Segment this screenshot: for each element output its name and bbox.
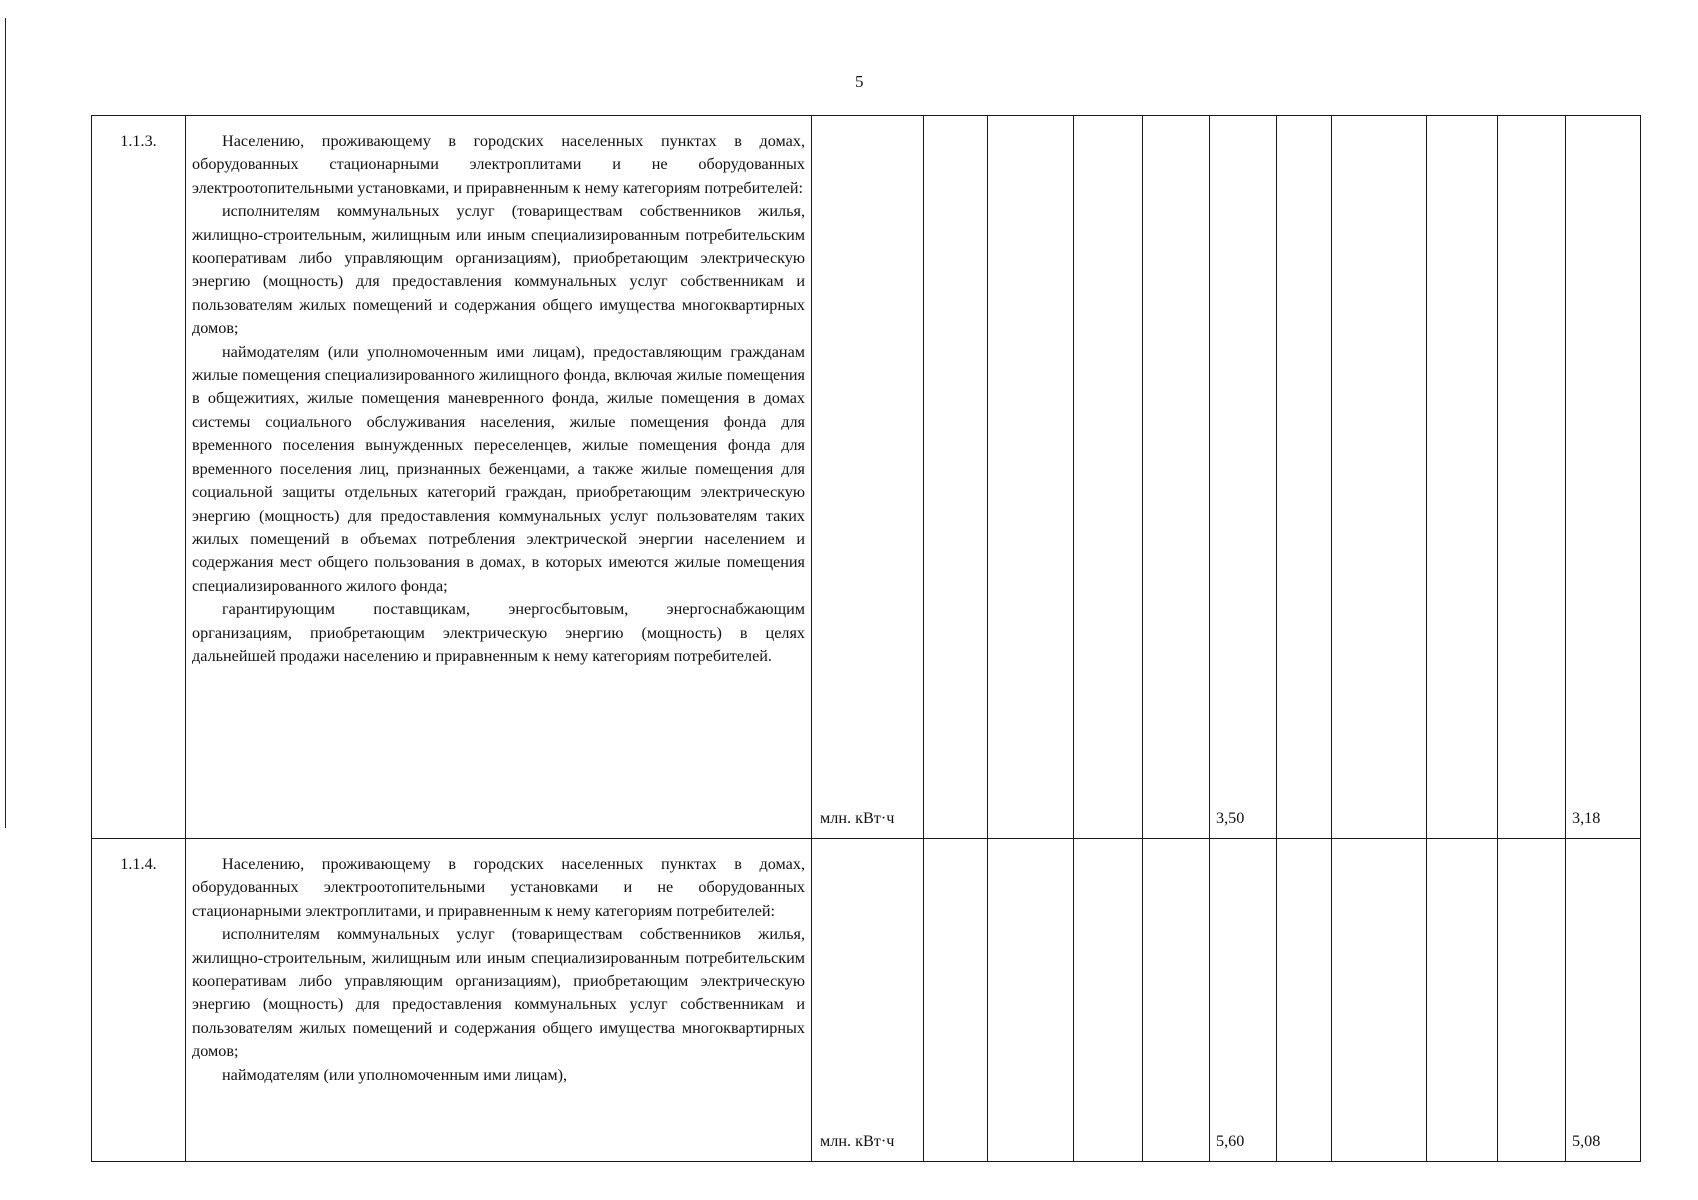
scan-margin-line	[5, 18, 6, 828]
description-paragraph: гарантирующим поставщикам, энергосбытовым, энергоснабжающим организациям, приобретающим электрическую энергию (мощность) в целях дальнейшей продажи населению и приравненным к нему категориям потребителей.	[192, 600, 805, 665]
value-cell	[1332, 116, 1427, 839]
value-cell	[1074, 116, 1143, 839]
row-description	[186, 839, 812, 1162]
table-row	[92, 116, 1641, 839]
value-cell	[1143, 116, 1210, 839]
row-code: 1.1.4.	[92, 839, 186, 1162]
value-cell	[1277, 116, 1332, 839]
value-cell	[924, 116, 988, 839]
description-paragraph: наймодателям (или уполномоченным ими лицам), предоставляющим гражданам жилые помещения специализированного жилищного фонда, включая жилые помещения в общежитиях, жилые помещения маневренного фонда, жилые помещения в домах системы социального обслуживания населения, жилые помещения фонда для временного поселения вынужденных переселенцев, жилые помещения фонда для временного поселения лиц, признанных беженцами, а также жилые помещения для социальной защиты отдельных категорий граждан, приобретающим электрическую энергию (мощность) для предоставления коммунальных услуг пользователям таких жилых помещений в объемах потребления электрической энергии населением и содержания мест общего пользования в домах, в которых имеются жилые помещения специализированного жилого фонда;	[192, 342, 805, 595]
description-paragraph: Населению, проживающему в городских населенных пунктах в домах, оборудованных стационарными электроплитами и не оборудованных электроотопительными установками, и приравненным к нему категориям потребителей:	[192, 132, 805, 197]
value-cell	[1427, 839, 1498, 1162]
tariff-table	[91, 115, 1641, 1162]
description-paragraph: исполнителям коммунальных услуг (товариществам собственников жилья, жилищно-строительным, жилищным или иным специализированным потребительским кооперативам либо управляющим организациям), приобретающим электрическую энергию (мощность) для предоставления коммунальных услуг собственникам и пользователям жилых помещений и содержания общего имущества многоквартирных домов;	[192, 925, 805, 1061]
value-cell	[1277, 839, 1332, 1162]
row-code: 1.1.3.	[92, 116, 186, 839]
value-cell	[924, 839, 988, 1162]
description-paragraph: Населению, проживающему в городских населенных пунктах в домах, оборудованных электроотопительными установками и не оборудованных стационарными электроплитами, и приравненным к нему категориям потребителей:	[192, 855, 805, 920]
row-description	[186, 116, 812, 839]
value-cell	[1332, 839, 1427, 1162]
value-cell	[1074, 839, 1143, 1162]
value-cell	[988, 116, 1074, 839]
description-paragraph: исполнителям коммунальных услуг (товариществам собственников жилья, жилищно-строительным, жилищным или иным специализированным потребительским кооперативам либо управляющим организациям), приобретающим электрическую энергию (мощность) для предоставления коммунальных услуг собственникам и пользователям жилых помещений и содержания общего имущества многоквартирных домов;	[192, 202, 805, 338]
description-paragraph: наймодателям (или уполномоченным ими лицам),	[222, 1065, 568, 1084]
value-cell: 3,18	[1566, 116, 1641, 839]
page-number: 5	[855, 72, 864, 91]
value-cell: 5,60	[1210, 839, 1277, 1162]
table-row	[92, 839, 1641, 1162]
value-cell	[1427, 116, 1498, 839]
unit-cell: млн. кВт·ч	[812, 839, 924, 1162]
value-cell	[1143, 839, 1210, 1162]
unit-cell: млн. кВт·ч	[812, 116, 924, 839]
value-cell	[1498, 116, 1566, 839]
value-cell	[988, 839, 1074, 1162]
value-cell: 3,50	[1210, 116, 1277, 839]
value-cell: 5,08	[1566, 839, 1641, 1162]
value-cell	[1498, 839, 1566, 1162]
